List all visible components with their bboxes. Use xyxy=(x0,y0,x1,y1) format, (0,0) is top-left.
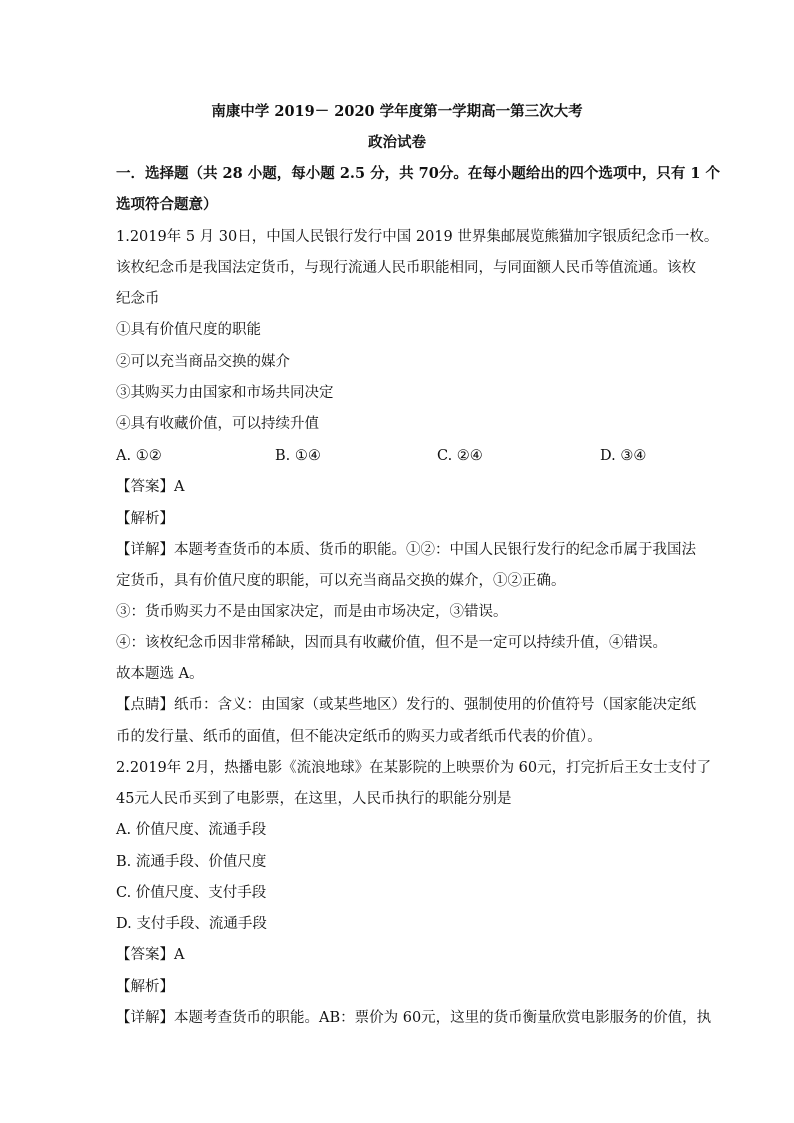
exam-subtitle: 政治试卷 xyxy=(368,134,426,151)
q2-option-a: A. 价值尺度、流通手段 xyxy=(116,822,267,838)
q1-detail-line: 故本题选 A。 xyxy=(116,666,204,682)
q1-option-b: B. ①④ xyxy=(275,448,321,464)
q1-stem-line: 该枚纪念币是我国法定货币，与现行流通人民币职能相同，与同面额人民币等值流通。该枚 xyxy=(116,260,696,276)
q1-detail-line: 【详解】本题考查货币的本质、货币的职能。①②：中国人民银行发行的纪念币属于我国法 xyxy=(116,542,696,558)
q2-answer: 【答案】A xyxy=(116,947,185,963)
q1-point-line: 币的发行量、纸币的面值，但不能决定纸币的购买力或者纸币代表的价值）。 xyxy=(116,729,602,745)
q1-option-d: D. ③④ xyxy=(600,448,647,464)
q1-stem-line: 纪念币 xyxy=(116,291,160,307)
q1-detail-line: 定货币，具有价值尺度的职能，可以充当商品交换的媒介，①②正确。 xyxy=(116,573,566,589)
q1-point-line: 【点睛】纸币：含义：由国家（或某些地区）发行的、强制使用的价值符号（国家能决定纸 xyxy=(116,697,696,713)
q1-option-a: A. ①② xyxy=(116,448,162,464)
section-heading-line1: 一．选择题（共 28 小题，每小题 2.5 分，共 70分。在每小题给出的四个选项中，只有 1 个 xyxy=(116,165,721,182)
q1-stem-line: 1.2019年 5 月 30日，中国人民银行发行中国 2019 世界集邮展览熊猫加字银质纪念币一枚。 xyxy=(116,229,719,245)
q1-answer: 【答案】A xyxy=(116,479,185,495)
q1-analysis-label: 【解析】 xyxy=(116,511,174,527)
q2-option-b: B. 流通手段、价值尺度 xyxy=(116,854,267,870)
q1-statement: ④具有收藏价值，可以持续升值 xyxy=(116,416,319,432)
section-heading-line2: 选项符合题意） xyxy=(116,196,218,213)
q1-detail-line: ③：货币购买力不是由国家决定，而是由市场决定，③错误。 xyxy=(116,604,508,620)
exam-title: 南康中学 2019－ 2020 学年度第一学期高一第三次大考 xyxy=(211,103,583,120)
q2-option-c: C. 价值尺度、支付手段 xyxy=(116,885,267,901)
q1-option-c: C. ②④ xyxy=(437,448,483,464)
q2-detail-line: 【详解】本题考查货币的职能。AB：票价为 60元，这里的货币衡量欣赏电影服务的价值，执 xyxy=(116,1010,712,1026)
q1-statement: ①具有价值尺度的职能 xyxy=(116,322,261,338)
q2-stem-line: 2.2019年 2月，热播电影《流浪地球》在某影院的上映票价为 60元，打完折后王女士支付了 xyxy=(116,760,712,776)
q1-detail-line: ④：该枚纪念币因非常稀缺，因而具有收藏价值，但不是一定可以持续升值，④错误。 xyxy=(116,635,667,651)
q1-statement: ③其购买力由国家和市场共同决定 xyxy=(116,385,334,401)
q2-stem-line: 45元人民币买到了电影票，在这里，人民币执行的职能分别是 xyxy=(116,791,512,807)
q2-option-d: D. 支付手段、流通手段 xyxy=(116,916,267,932)
q2-analysis-label: 【解析】 xyxy=(116,979,174,995)
q1-statement: ②可以充当商品交换的媒介 xyxy=(116,354,290,370)
